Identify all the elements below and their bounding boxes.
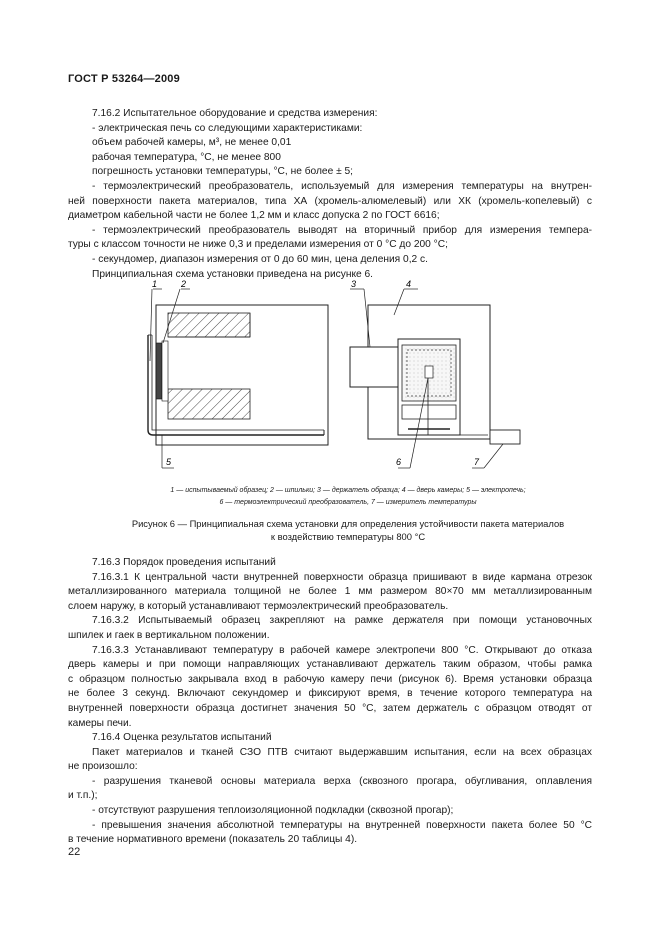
section-title: 7.16.2 Испытательное оборудование и средства измерения: <box>92 108 378 119</box>
document-header: ГОСТ Р 53264—2009 <box>68 73 180 85</box>
text-line: металлизированного материала толщиной не более 1 мм размером 80×70 мм металлизированным <box>68 586 592 598</box>
legend-line: 1 — испытываемый образец; 2 — шпильки; 3 — держатель образца; 4 — дверь камеры; 5 — электропечь; <box>170 487 526 494</box>
list-item: - термоэлектрический преобразователь выводят на вторичный прибор для измерения темпера- <box>92 224 592 236</box>
label-5: 5 <box>166 457 172 467</box>
label-3: 3 <box>351 279 357 289</box>
text-line: с образцом полностью закрывала вход в рабочую камеру печи (рисунок 6). Время установки образца <box>68 673 592 685</box>
temperature-meter <box>490 430 520 444</box>
list-item: - отсутствуют разрушения теплоизоляционной подкладки (сквозной прогар); <box>92 804 454 816</box>
list-item: - разрушения тканевой основы материала верха (сквозного прогара, обугливания, оплавления <box>92 775 592 787</box>
text-line: в течение нормативного времени (показатель 20 таблицы 4). <box>68 834 358 846</box>
text-line: внутренней поверхности образца достигнет значения 50 °С, затем держатель с образцом отводят от <box>68 702 592 714</box>
list-item: - электрическая печь со следующими характеристиками: <box>92 122 363 134</box>
section-title: 7.16.4 Оценка результатов испытаний <box>92 732 272 743</box>
text-line: туры с классом точности не ниже 0,3 и пределами измерения от 0 °С до 200 °С; <box>68 239 448 251</box>
sample <box>156 343 162 399</box>
text-line: дверь камеры и при помощи направляющих устанавливают держатель таким образом, чтобы рамка <box>68 659 592 671</box>
sample-holder <box>350 347 398 387</box>
caption-line: к воздействию температуры 800 °С <box>270 531 426 542</box>
text-line: шпилек и гаек в вертикальном положении. <box>68 629 270 641</box>
section-7-16-4 <box>68 731 592 848</box>
list-item: рабочая температура, °С, не менее 800 <box>92 151 281 163</box>
text-line: Пакет материалов и тканей СЗО ПТВ считают выдержавшим испытания, если на всех образцах <box>92 746 592 758</box>
list-item: погрешность установки температуры, °С, не более ± 5; <box>92 166 353 178</box>
text-line: и т.п.); <box>68 790 98 802</box>
text-line: 7.16.3.1 К центральной части внутренней поверхности образца пришивают в виде кармана отрезок <box>92 571 592 583</box>
figure-6-diagram <box>128 275 548 475</box>
text-line: 7.16.3.3 Устанавливают температуру в рабочей камере электропечи 800 °С. Открывают до отказа <box>92 644 592 656</box>
section-7-16-2 <box>68 107 592 282</box>
label-6: 6 <box>396 457 402 467</box>
list-item: - секундомер, диапазон измерения от 0 до 60 мин, цена деления 0,2 с. <box>92 253 428 265</box>
page-number: 22 <box>68 846 81 858</box>
text-line: диаметром кабельной части не более 1,2 мм и класс допуска 2 по ГОСТ 6616; <box>68 210 440 222</box>
text-line: не произошло: <box>68 761 138 773</box>
list-item: - превышения значения абсолютной температуры на внутренней поверхности пакета более 50 °С <box>92 819 592 831</box>
figure-legend <box>68 485 628 508</box>
text-line: Принципиальная схема установки приведена на рисунке 6. <box>92 268 374 280</box>
furnace-side-view <box>148 279 328 468</box>
text-line: камеры печи. <box>68 717 132 729</box>
caption-line: Рисунок 6 — Принципиальная схема установки для определения устойчивости пакета материалов <box>131 518 565 529</box>
list-item: объем рабочей камеры, м³, не менее 0,01 <box>92 137 292 149</box>
legend-line: 6 — термоэлектрический преобразователь, 7 — измеритель температуры <box>219 498 477 506</box>
figure-caption <box>68 517 628 543</box>
label-1: 1 <box>152 279 158 289</box>
furnace-front-view <box>350 279 520 468</box>
list-item: - термоэлектрический преобразователь, используемый для измерения температуры на внутрен- <box>92 180 592 192</box>
text-line: 7.16.3.2 Испытываемый образец закрепляют на рамке держателя при помощи установочных <box>92 615 592 627</box>
text-line: не более 3 секунд. Включают секундомер и фиксируют время, в течение которого температура на <box>68 688 592 700</box>
section-title: 7.16.3 Порядок проведения испытаний <box>92 557 276 568</box>
label-2: 2 <box>181 279 187 289</box>
label-7: 7 <box>474 457 480 467</box>
pins <box>162 341 168 401</box>
section-7-16-3 <box>68 556 592 731</box>
text-line: слоем наружу, в который устанавливают термоэлектрический преобразователь. <box>68 600 449 612</box>
text-line: ней поверхности пакета материалов, типа ХА (хромель-алюмелевый) или ХК (хромель-копелевый) с <box>68 195 592 207</box>
thermocouple <box>425 366 433 378</box>
label-4: 4 <box>406 279 412 289</box>
